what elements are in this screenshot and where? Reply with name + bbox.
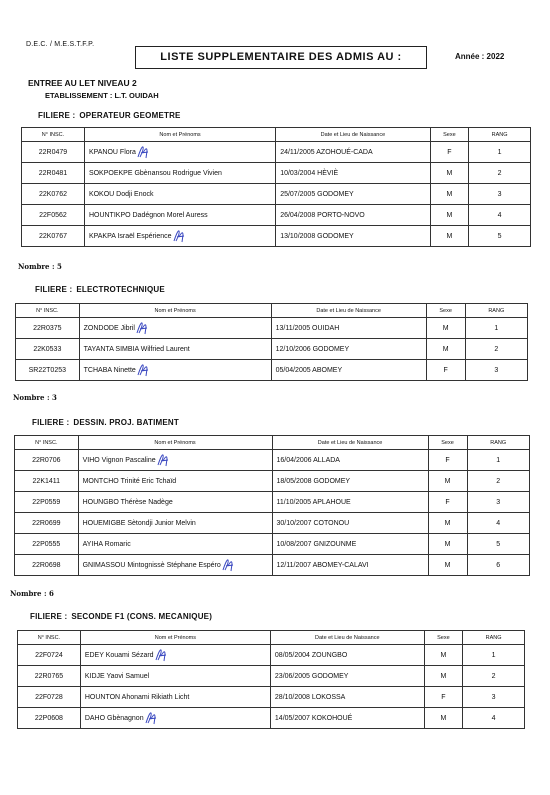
filiere-heading <box>32 418 179 427</box>
sexe-cell: M <box>428 513 467 534</box>
nom-cell <box>84 142 275 163</box>
sexe-cell: M <box>430 205 469 226</box>
filiere-name: SECONDE F1 (CONS. MECANIQUE) <box>71 612 213 621</box>
nom-cell <box>80 645 270 666</box>
rang-cell: 3 <box>469 184 531 205</box>
naissance-cell: 05/04/2005 ABOMEY <box>271 360 426 381</box>
table-row <box>22 184 531 205</box>
naissance-cell: 10/08/2007 GNIZOUNME <box>272 534 428 555</box>
sexe-cell: F <box>428 492 467 513</box>
column-header: Date et Lieu de Naissance <box>270 631 424 645</box>
rang-cell: 5 <box>467 534 530 555</box>
table-row <box>15 534 530 555</box>
table-row <box>22 226 531 247</box>
filiere-label: FILIERE : <box>32 418 70 427</box>
insc-cell: 22F0724 <box>18 645 81 666</box>
entree-label: ENTREE AU LET NIVEAU 2 <box>28 78 137 88</box>
sexe-cell: M <box>426 318 465 339</box>
nom-cell <box>78 471 272 492</box>
naissance-cell: 28/10/2008 LOKOSSA <box>270 687 424 708</box>
filiere-name: ELECTROTECHNIQUE <box>76 285 165 294</box>
column-header: Nom et Prénoms <box>80 631 270 645</box>
nom-text: GNIMASSOU Mintognissè Stéphane Espéro <box>82 561 221 569</box>
rang-cell: 4 <box>463 708 525 729</box>
signature-mark <box>155 648 167 662</box>
nom-text: SOKPOEKPE Gbènansou Rodrigue Vivien <box>88 169 222 177</box>
nom-cell <box>84 184 275 205</box>
naissance-cell: 26/04/2008 PORTO-NOVO <box>276 205 430 226</box>
year-label: Année : 2022 <box>455 52 505 61</box>
nom-text: TCHABA Ninette <box>83 366 136 374</box>
rang-cell: 3 <box>463 687 525 708</box>
naissance-cell: 11/10/2005 APLAHOUE <box>272 492 428 513</box>
naissance-cell: 12/11/2007 ABOMEY-CALAVI <box>272 555 428 576</box>
nom-cell <box>80 708 270 729</box>
naissance-cell: 13/11/2005 OUIDAH <box>271 318 426 339</box>
rang-cell: 1 <box>465 318 527 339</box>
table-row <box>16 360 528 381</box>
nom-text: KIDJE Yaovi Samuel <box>84 672 150 680</box>
sexe-cell: M <box>428 555 467 576</box>
table-header-row <box>18 631 525 645</box>
column-header: Sexe <box>424 631 463 645</box>
nom-cell <box>78 492 272 513</box>
naissance-cell: 08/05/2004 ZOUNGBO <box>270 645 424 666</box>
nom-text: MONTCHO Trinité Eric Tchaïd <box>82 477 177 485</box>
nom-cell <box>78 534 272 555</box>
nom-cell <box>79 339 271 360</box>
nom-text: DAHO Gbènagnon <box>84 714 144 722</box>
nom-text: AYIHA Romaric <box>82 540 131 548</box>
column-header: N° INSC. <box>22 128 85 142</box>
table-header-row <box>15 436 530 450</box>
column-header: Sexe <box>428 436 467 450</box>
table-row <box>18 666 525 687</box>
nom-text: VIHO Vignon Pascaline <box>82 456 156 464</box>
column-header: Date et Lieu de Naissance <box>272 436 428 450</box>
table-row <box>15 450 530 471</box>
insc-cell: 22R0698 <box>15 555 79 576</box>
sexe-cell: M <box>426 339 465 360</box>
nom-text: ZONDODE Jibril <box>83 324 135 332</box>
insc-cell: 22R0481 <box>22 163 85 184</box>
table-row <box>15 555 530 576</box>
nom-cell <box>78 450 272 471</box>
naissance-cell: 10/03/2004 HÈVIÈ <box>276 163 430 184</box>
column-header: RANG <box>465 304 527 318</box>
column-header: Nom et Prénoms <box>78 436 272 450</box>
insc-cell: 22K1411 <box>15 471 79 492</box>
table-row <box>18 687 525 708</box>
table-header-row <box>16 304 528 318</box>
nom-text: HOUNTIKPO Dadégnon Morel Auress <box>88 211 208 219</box>
nom-text: KPANOU Flora <box>88 148 136 156</box>
nombre-count: Nombre : 6 <box>10 589 54 598</box>
rang-cell: 2 <box>465 339 527 360</box>
nom-text: HOUNTON Ahonami Rikiath Licht <box>84 693 190 701</box>
column-header: N° INSC. <box>16 304 80 318</box>
sexe-cell: M <box>428 471 467 492</box>
rang-cell: 5 <box>469 226 531 247</box>
column-header: RANG <box>463 631 525 645</box>
insc-cell: 22R0375 <box>16 318 80 339</box>
etablissement-label: ETABLISSEMENT : L.T. OUIDAH <box>45 91 159 100</box>
column-header: Nom et Prénoms <box>84 128 275 142</box>
table-row <box>15 492 530 513</box>
sexe-cell: M <box>424 666 463 687</box>
naissance-cell: 12/10/2006 GODOMEY <box>271 339 426 360</box>
sexe-cell: M <box>424 645 463 666</box>
column-header: Sexe <box>426 304 465 318</box>
sexe-cell: F <box>430 142 469 163</box>
nom-text: HOUEMIGBE Sètondji Junior Melvin <box>82 519 196 527</box>
signature-mark <box>136 321 148 335</box>
nom-text: EDEY Kouami Sézard <box>84 651 154 659</box>
nom-cell <box>84 226 275 247</box>
insc-cell: 22R0706 <box>15 450 79 471</box>
naissance-cell: 16/04/2006 ALLADA <box>272 450 428 471</box>
rang-cell: 4 <box>467 513 530 534</box>
insc-cell: 22R0479 <box>22 142 85 163</box>
column-header: Sexe <box>430 128 469 142</box>
column-header: N° INSC. <box>18 631 81 645</box>
insc-cell: 22R0699 <box>15 513 79 534</box>
table-row <box>18 645 525 666</box>
rang-cell: 4 <box>469 205 531 226</box>
table-row <box>16 339 528 360</box>
sexe-cell: M <box>430 226 469 247</box>
table-row <box>22 205 531 226</box>
naissance-cell: 25/07/2005 GODOMEY <box>276 184 430 205</box>
filiere-label: FILIERE : <box>35 285 73 294</box>
insc-cell: 22K0767 <box>22 226 85 247</box>
column-header: Date et Lieu de Naissance <box>276 128 430 142</box>
table-row <box>15 471 530 492</box>
insc-cell: SR22T0253 <box>16 360 80 381</box>
rang-cell: 1 <box>467 450 530 471</box>
rang-cell: 6 <box>467 555 530 576</box>
filiere-name: DESSIN. PROJ. BATIMENT <box>73 418 179 427</box>
naissance-cell: 18/05/2008 GODOMEY <box>272 471 428 492</box>
table-row <box>18 708 525 729</box>
naissance-cell: 13/10/2008 GODOMEY <box>276 226 430 247</box>
insc-cell: 22K0533 <box>16 339 80 360</box>
column-header: Date et Lieu de Naissance <box>271 304 426 318</box>
sexe-cell: M <box>428 534 467 555</box>
insc-cell: 22F0562 <box>22 205 85 226</box>
organisation-label: D.E.C. / M.E.S.T.F.P. <box>26 41 95 48</box>
nombre-count: Nombre : 5 <box>18 262 62 271</box>
filiere-heading <box>30 612 212 621</box>
insc-cell: 22R0765 <box>18 666 81 687</box>
naissance-cell: 30/10/2007 COTONOU <box>272 513 428 534</box>
admis-table <box>21 127 531 247</box>
nom-cell <box>78 555 272 576</box>
table-row <box>15 513 530 534</box>
admis-table <box>14 435 530 576</box>
sexe-cell: M <box>424 708 463 729</box>
filiere-name: OPERATEUR GEOMETRE <box>79 111 181 120</box>
admis-table <box>15 303 528 381</box>
filiere-heading <box>35 285 165 294</box>
nom-cell <box>84 205 275 226</box>
naissance-cell: 24/11/2005 AZOHOUÉ-CADA <box>276 142 430 163</box>
signature-mark <box>137 363 149 377</box>
insc-cell: 22F0728 <box>18 687 81 708</box>
nom-text: KOKOU Dodji Enock <box>88 190 154 198</box>
column-header: RANG <box>469 128 531 142</box>
sexe-cell: F <box>428 450 467 471</box>
nombre-count: Nombre : 3 <box>13 393 57 402</box>
signature-mark <box>222 558 234 572</box>
insc-cell: 22P0559 <box>15 492 79 513</box>
filiere-heading <box>38 111 181 120</box>
nom-text: TAYANTA SIMBIA Wilfried Laurent <box>83 345 190 353</box>
sexe-cell: F <box>426 360 465 381</box>
signature-mark <box>173 229 185 243</box>
column-header: RANG <box>467 436 530 450</box>
insc-cell: 22P0555 <box>15 534 79 555</box>
rang-cell: 3 <box>465 360 527 381</box>
insc-cell: 22P0608 <box>18 708 81 729</box>
sexe-cell: M <box>430 184 469 205</box>
rang-cell: 1 <box>463 645 525 666</box>
nom-text: KPAKPA Israël Espérience <box>88 232 172 240</box>
sexe-cell: F <box>424 687 463 708</box>
nom-text: HOUNGBO Thérèse Nadège <box>82 498 173 506</box>
table-row <box>22 163 531 184</box>
nom-cell <box>78 513 272 534</box>
naissance-cell: 14/05/2007 KOKOHOUÉ <box>270 708 424 729</box>
signature-mark <box>137 145 149 159</box>
nom-cell <box>84 163 275 184</box>
signature-mark <box>157 453 169 467</box>
filiere-label: FILIERE : <box>38 111 76 120</box>
filiere-label: FILIERE : <box>30 612 68 621</box>
sexe-cell: M <box>430 163 469 184</box>
rang-cell: 3 <box>467 492 530 513</box>
nom-cell <box>80 687 270 708</box>
column-header: N° INSC. <box>15 436 79 450</box>
table-row <box>16 318 528 339</box>
table-row <box>22 142 531 163</box>
naissance-cell: 23/06/2005 GODOMEY <box>270 666 424 687</box>
rang-cell: 2 <box>463 666 525 687</box>
admis-table <box>17 630 525 729</box>
table-header-row <box>22 128 531 142</box>
document-title: LISTE SUPPLEMENTAIRE DES ADMIS AU : <box>135 46 427 69</box>
insc-cell: 22K0762 <box>22 184 85 205</box>
rang-cell: 2 <box>467 471 530 492</box>
rang-cell: 2 <box>469 163 531 184</box>
nom-cell <box>79 318 271 339</box>
signature-mark <box>145 711 157 725</box>
nom-cell <box>80 666 270 687</box>
column-header: Nom et Prénoms <box>79 304 271 318</box>
nom-cell <box>79 360 271 381</box>
rang-cell: 1 <box>469 142 531 163</box>
